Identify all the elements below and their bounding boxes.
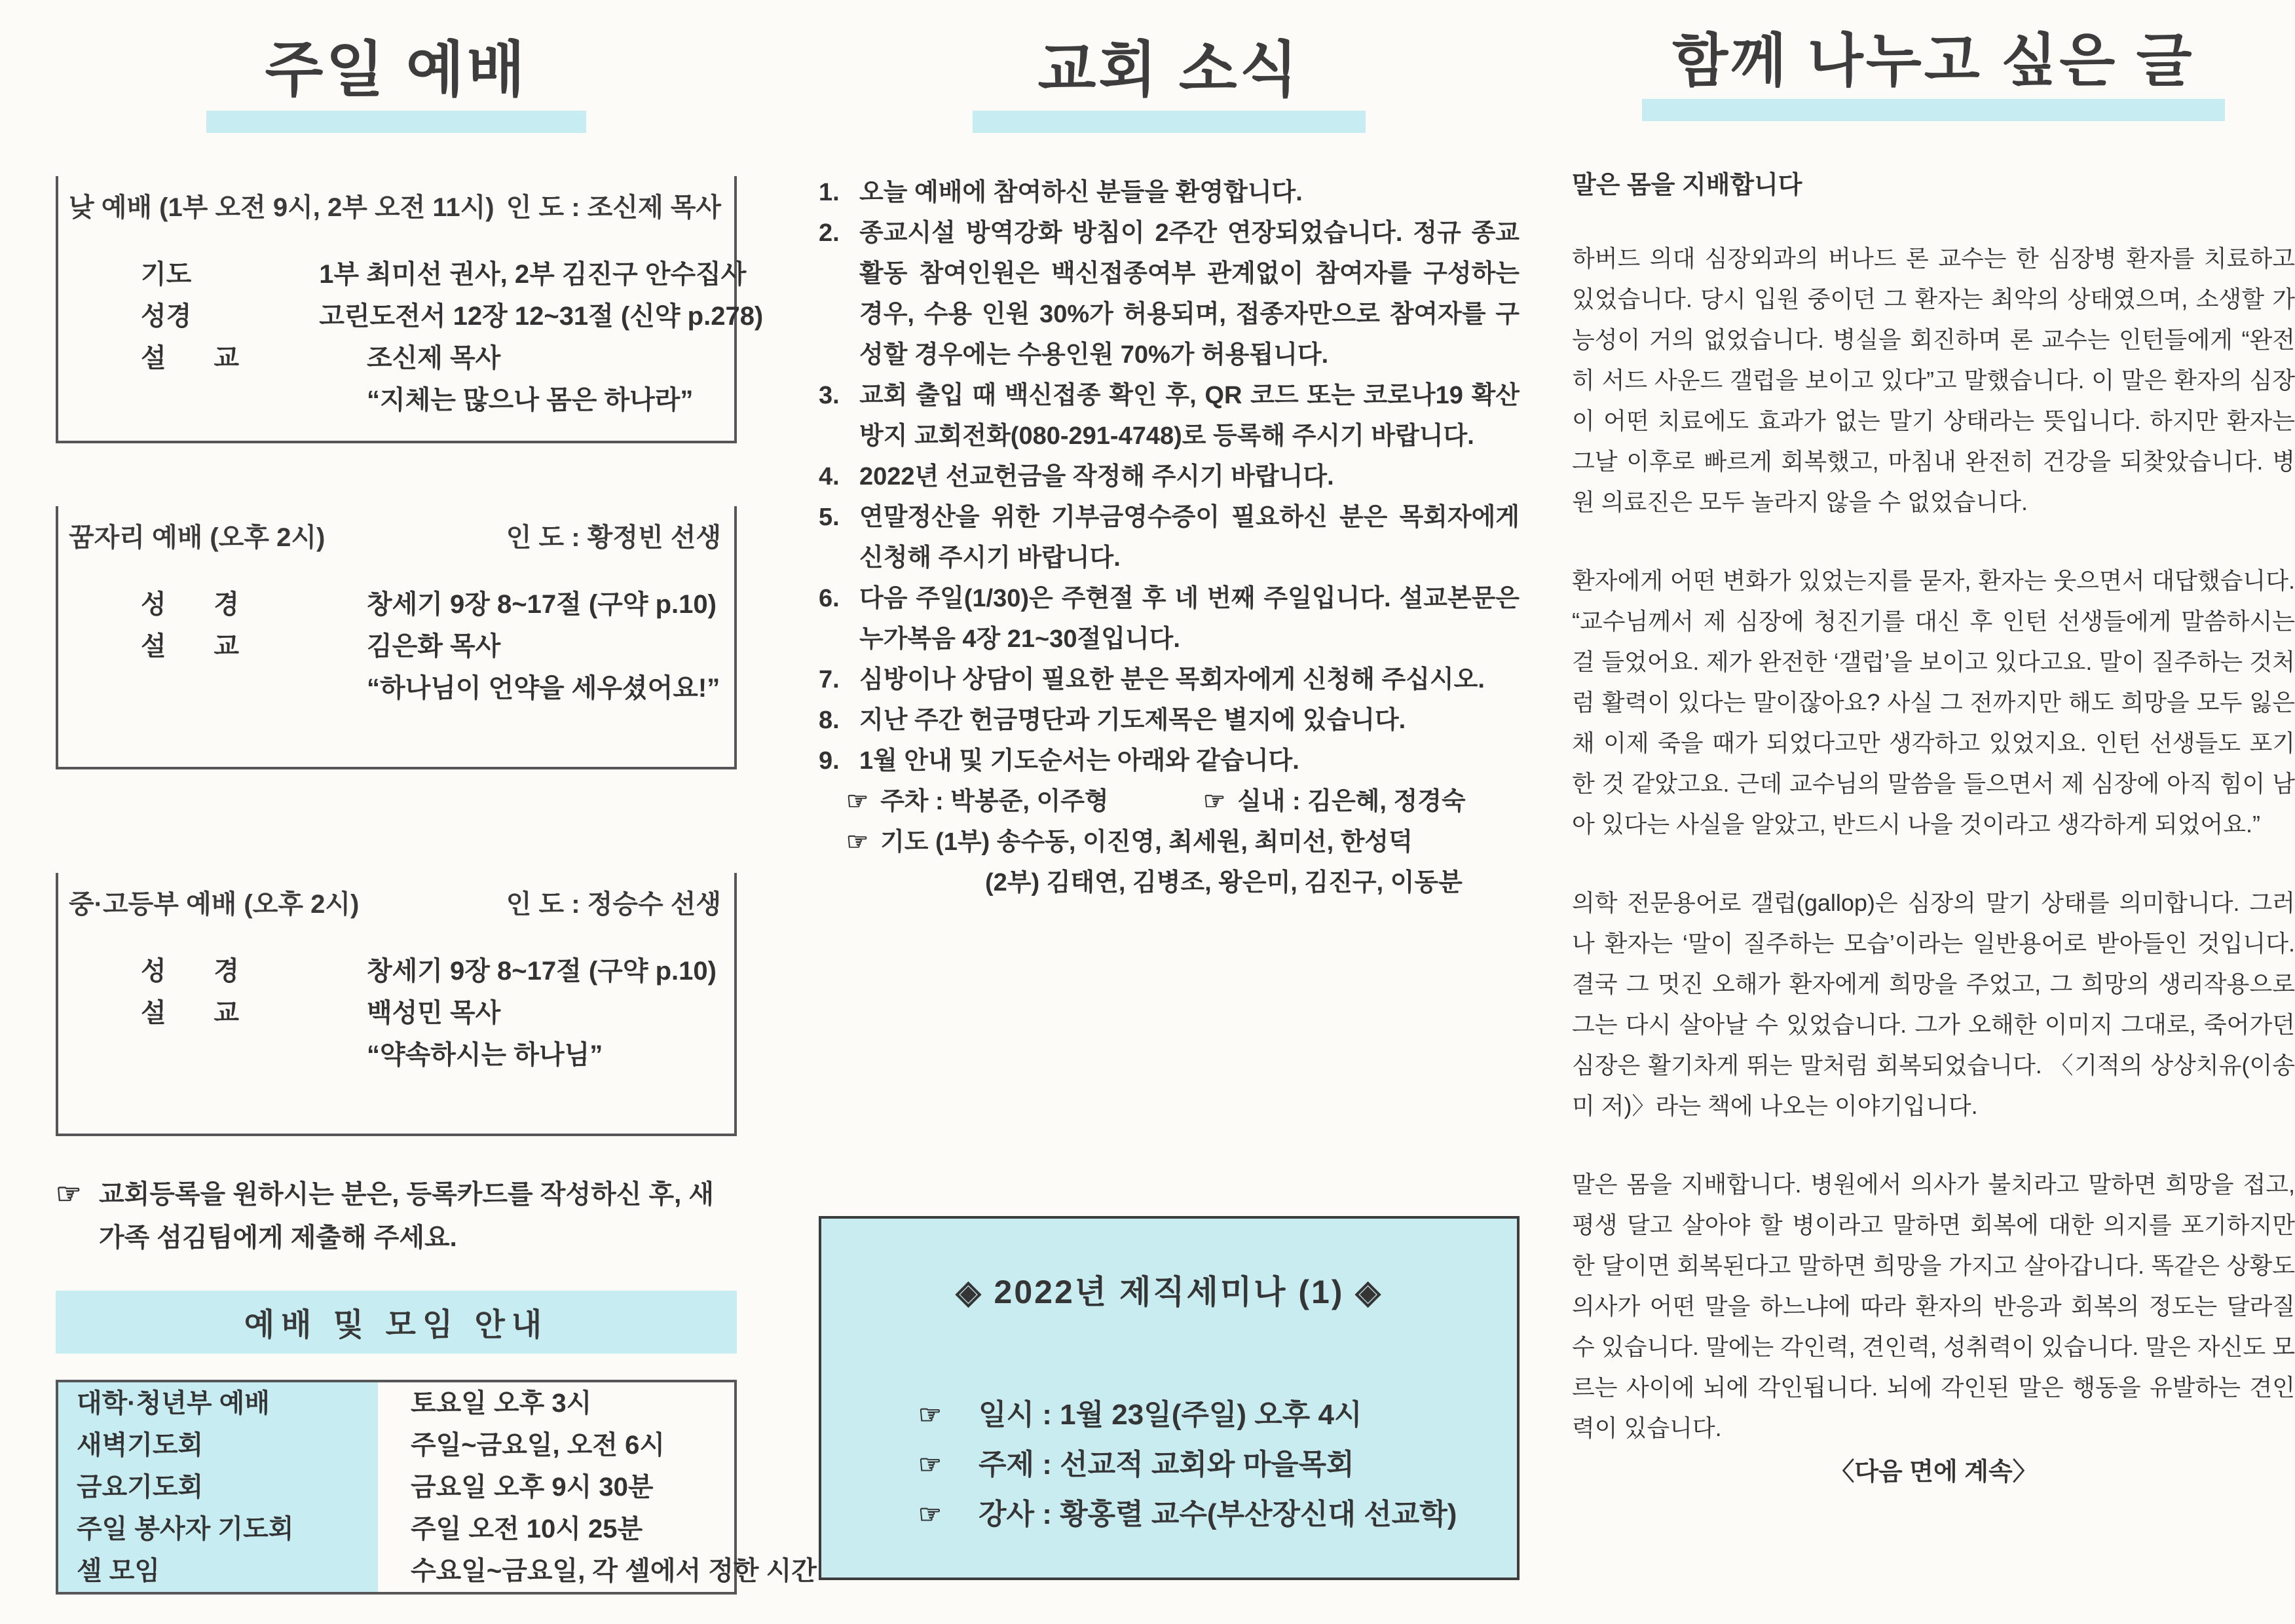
item-number: 6. [819, 584, 840, 612]
news-item [819, 497, 1520, 578]
table-row [58, 1382, 734, 1424]
seminar-topic-line: ☞ 주제 : 선교적 교회와 마을목회 [918, 1440, 1497, 1490]
seminar-box [819, 1216, 1520, 1580]
item-text: 종교시설 방역강화 방침이 2주간 연장되었습니다. 정규 종교활동 참여인원은 백신접종여부 관계없이 참여자를 구성하는 경우, 수용 인원 30%가 허용되며, 접종자만으로 참여자를 구성할 경우에는 수용인원 70%가 허용됩니다. [859, 219, 1520, 369]
church-news-column [819, 0, 1520, 1580]
prayer-duty-part2: (2부) 김태연, 김병조, 왕은미, 김진구, 이동분 [985, 868, 1463, 896]
item-number: 4. [819, 462, 840, 490]
service-rows [69, 253, 764, 421]
row-label: 기 도 [141, 259, 192, 289]
essay-paragraph: 환자에게 어떤 변화가 있었는지를 묻자, 환자는 웃으면서 대답했습니다. “교수님께서 제 심장에 청진기를 대신 후 인턴 선생들에게 말씀하시는 걸 들었어요. 제가 완전한 ‘갤럽’을 보이고 있다고요. 말이 질주하는 것처럼 활력이 있다는 말이잖아요? 사실 그 전까지만 해도 희망을 모두 잃은 채 이제 죽을 때가 되었다고만 생각하고 있었지요. 인턴 선생들도 포기한 것 같았고요. 근데 교수님의 말씀을 들으면서 제 심장에 아직 힘이 남아 있다는 사실을 알았고, 반드시 나을 것이라고 생각하게 되었어요.” [1572, 567, 2295, 838]
item-number: 5. [819, 503, 840, 531]
sermon-title-quote: “약속하시는 하나님” [367, 1040, 603, 1069]
item-text: 연말정산을 위한 기부금영수증이 필요하신 분은 목회자에게 신청해 주시기 바랍니다. [859, 503, 1520, 572]
meeting-name: 주일 봉사자 기도회 [58, 1508, 378, 1550]
news-item [819, 456, 1520, 497]
essay-paragraph: 의학 전문용어로 갤럽(gallop)은 심장의 말기 상태를 의미합니다. 그러나 환자는 ‘말이 질주하는 모습’이라는 일반용어로 받아들인 것입니다. 결국 그 멋진 오해가 환자에게 희망을 주었고, 그 희망의 생리작용으로 그는 다시 살아날 수 있었습니다. 그가 오해한 이미지 그대로, 죽어가던 심장은 활기차게 뛰는 말처럼 회복되었습니다. 〈기적의 상상치유(이송미 저)〉라는 책에 나오는 이야기입니다. [1572, 889, 2295, 1120]
service-row-scripture [69, 583, 721, 625]
item-text: 2022년 선교헌금을 작정해 주시기 바랍니다. [859, 462, 1334, 490]
news-item [819, 172, 1520, 213]
row-label: 설 교 [141, 343, 239, 373]
row-value: 창세기 9장 8~17절 (구약 p.10) [367, 956, 717, 986]
service-leader: 인 도 : 정승수 선생 [506, 889, 721, 919]
meeting-time: 토요일 오후 3시 [411, 1388, 592, 1418]
pointing-hand-icon: ☞ [846, 787, 869, 815]
seminar-title: ◈ 2022년 제직세미나 (1) ◈ [956, 1273, 1383, 1310]
day-worship-box [56, 176, 764, 443]
seminar-speaker-line: ☞ 강사 : 황홍렬 교수(부산장신대 선교학) [918, 1490, 1497, 1540]
service-row-prayer [69, 253, 747, 295]
pointing-hand-icon: ☞ [918, 1500, 942, 1529]
pointing-hand-icon: ☞ [56, 1177, 82, 1210]
service-header [69, 522, 721, 553]
service-row-sermon [69, 337, 721, 379]
meeting-name: 금요기도회 [58, 1466, 378, 1508]
sermon-title-quote: “하나님이 언약을 세우셨어요!” [367, 673, 720, 703]
news-item [819, 741, 1520, 781]
essay-paragraph: 말은 몸을 지배합니다. 병원에서 의사가 불치라고 말하면 희망을 접고, 평생 달고 살아야 할 병이라고 말하면 회복에 대한 의지를 포기하지만 한 달이면 회복된다고 말하면 희망을 가지고 살아갑니다. 똑같은 상황도 의사가 어떤 말을 하느냐에 따라 환자의 반응과 회복의 정도는 달라질 수 있습니다. 말에는 각인력, 견인력, 성취력이 있습니다. 말은 자신도 모르는 사이에 뇌에 각인됩니다. 뇌에 각인된 말은 행동을 유발하는 견인력이 있습니다. [1572, 1171, 2295, 1442]
indoor-duty: ☞ 실내 : 김은혜, 정경숙 [1203, 781, 1466, 822]
table-row [58, 1508, 734, 1550]
meeting-guide-header: 예배 및 모임 안내 [56, 1291, 737, 1354]
row-value: 창세기 9장 8~17절 (구약 p.10) [367, 589, 717, 619]
pointing-hand-icon: ☞ [846, 828, 869, 856]
page-title-church-news: 교회 소식 [1037, 37, 1301, 103]
seminar-details [918, 1390, 1497, 1540]
meeting-name: 대학·청년부 예배 [58, 1382, 378, 1424]
row-label: 설 교 [141, 631, 239, 661]
meeting-time: 금요일 오후 9시 30분 [411, 1472, 654, 1502]
kkumjari-worship-box [56, 506, 737, 769]
item-number: 9. [819, 747, 840, 775]
row-value: 백성민 목사 [367, 998, 501, 1027]
youth-worship-box [56, 873, 737, 1136]
row-value: 1부 최미선 권사, 2부 김진구 안수집사 [319, 259, 747, 289]
service-name: 꿈자리 예배 (오후 2시) [69, 523, 326, 552]
service-header [69, 192, 721, 223]
title-highlight-bar [206, 111, 586, 133]
service-rows [69, 950, 721, 1076]
page-title-shared-essay: 함께 나누고 싶은 글 [1672, 28, 2195, 93]
service-rows [69, 583, 721, 709]
item-text: 심방이나 상담이 필요한 분은 목회자에게 신청해 주십시오. [859, 665, 1485, 693]
item-text: 다음 주일(1/30)은 주현절 후 네 번째 주일입니다. 설교본문은 누가복음 4장 21~30절입니다. [859, 584, 1520, 653]
service-row-sermon [69, 992, 721, 1034]
item-text: 1월 안내 및 기도순서는 아래와 같습니다. [859, 747, 1299, 775]
sermon-title-quote: “지체는 많으나 몸은 하나라” [367, 385, 694, 415]
service-leader: 인 도 : 황정빈 선생 [506, 523, 721, 552]
pointing-hand-icon: ☞ [918, 1400, 942, 1430]
news-item [819, 213, 1520, 375]
news-item [819, 375, 1520, 456]
service-row-scripture [69, 295, 764, 337]
news-list [819, 172, 1520, 903]
news-item [819, 578, 1520, 659]
meeting-name: 셀 모임 [58, 1550, 378, 1592]
row-label: 성 경 [141, 301, 192, 331]
title-highlight-bar [973, 111, 1366, 133]
pointing-hand-icon: ☞ [918, 1450, 942, 1479]
meeting-time: 주일 오전 10시 25분 [411, 1514, 643, 1543]
pointing-hand-icon: ☞ [1203, 787, 1226, 815]
sunday-worship-column [56, 0, 817, 1595]
service-row-sermon [69, 625, 721, 667]
news-item [819, 700, 1520, 741]
item-number: 1. [819, 178, 840, 206]
item-number: 7. [819, 665, 840, 693]
title-highlight-bar [1642, 99, 2225, 121]
prayer-duty-part1: ☞ 기도 (1부) 송수동, 이진영, 최세원, 최미선, 한성덕 [846, 822, 1520, 862]
meeting-name: 새벽기도회 [58, 1424, 378, 1466]
seminar-date-line: ☞ 일시 : 1월 23일(주일) 오후 4시 [918, 1390, 1497, 1440]
item-text: 지난 주간 헌금명단과 기도제목은 별지에 있습니다. [859, 706, 1406, 734]
essay-paragraph: 하버드 의대 심장외과의 버나드 론 교수는 한 심장병 환자를 치료하고 있었습니다. 당시 입원 중이던 그 환자는 최악의 상태였으며, 소생할 가능성이 거의 없었습니다. 병실을 회진하며 론 교수는 인턴들에게 “완전히 서드 사운드 갤럽을 보이고 있다”고 말했습니다. 이 말은 환자의 심장이 어떤 치료에도 효과가 없는 말기 상태라는 뜻입니다. 하지만 환자는 그날 이후로 빠르게 회복했고, 마침내 완전히 건강을 되찾았습니다. 병원 의료진은 모두 놀라지 않을 수 없었습니다. [1572, 245, 2295, 516]
row-value: 고린도전서 12장 12~31절 (신약 p.278) [319, 301, 764, 331]
news-item [819, 659, 1520, 700]
service-name: 낮 예배 (1부 오전 9시, 2부 오전 11시) [69, 193, 494, 222]
service-name: 중·고등부 예배 (오후 2시) [69, 889, 360, 919]
item-number: 3. [819, 381, 840, 409]
meeting-time: 주일~금요일, 오전 6시 [411, 1430, 665, 1460]
row-label: 성 경 [141, 956, 239, 986]
row-label: 설 교 [141, 998, 239, 1027]
service-header [69, 889, 721, 920]
item-number: 8. [819, 706, 840, 734]
table-row [58, 1424, 734, 1466]
church-registration-note [56, 1173, 737, 1259]
duty-row [846, 781, 1520, 822]
page-title-sunday-worship: 주일 예배 [265, 37, 528, 103]
table-row [58, 1550, 817, 1592]
item-number: 2. [819, 219, 840, 247]
row-value: 조신제 목사 [367, 343, 501, 373]
service-leader: 인 도 : 조신제 목사 [506, 193, 721, 222]
meeting-time: 수요일~금요일, 각 셀에서 정한 시간 [411, 1556, 817, 1585]
meeting-schedule-table [56, 1380, 817, 1595]
essay-heading: 말은 몸을 지배합니다 [1572, 172, 1802, 200]
item-text: 교회 출입 때 백신접종 확인 후, QR 코드 또는 코로나19 확산 방지 교회전화(080-291-4748)로 등록해 주시기 바랍니다. [859, 381, 1520, 450]
shared-essay-column [1572, 0, 2295, 1487]
note-text: 교회등록을 원하시는 분은, 등록카드를 작성하신 후, 새가족 섬김팀에게 제출해 주세요. [99, 1179, 714, 1252]
item-text: 오늘 예배에 참여하신 분들을 환영합니다. [859, 178, 1303, 206]
row-value: 김은화 목사 [367, 631, 501, 661]
january-duty-list [846, 781, 1520, 903]
parking-duty: ☞ 주차 : 박봉준, 이주형 [846, 781, 1203, 822]
service-row-scripture [69, 950, 721, 992]
continued-next-page-note: 〈다음 면에 계속〉 [1829, 1458, 2038, 1486]
table-row [58, 1466, 734, 1508]
row-label: 성 경 [141, 589, 239, 619]
